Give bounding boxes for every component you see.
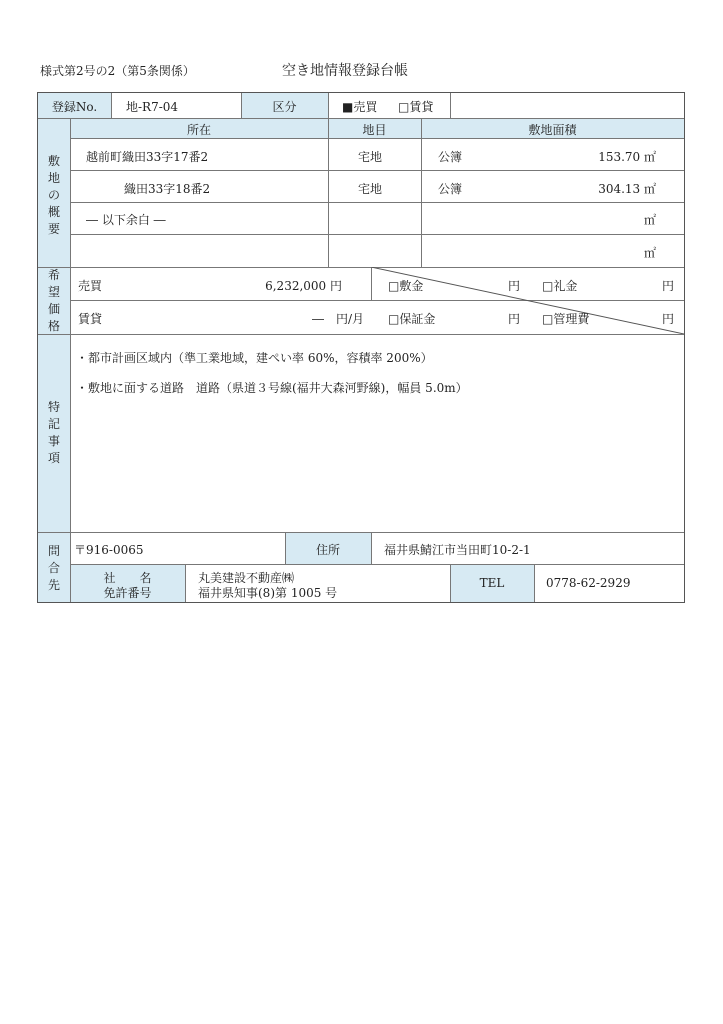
address-value: 福井県鯖江市当田町10-2-1	[384, 543, 531, 557]
remarks-section-label: 特 記 事 項	[47, 400, 60, 465]
remark-item-2: ・敷地に面する道路 道路（県道３号線(福井大森河野線)，幅員 5.0m）	[76, 381, 468, 395]
license-label: 免許番号	[103, 586, 152, 600]
tel-value: 0778-62-2929	[546, 576, 631, 590]
reg-no-label: 登録No.	[51, 100, 98, 114]
kanrihi-unit: 円	[662, 312, 675, 326]
col-location: 所在	[186, 123, 211, 137]
location-row-3: ― 以下余白 ―	[86, 213, 166, 227]
location-row-2: 織田33字18番2	[124, 182, 211, 196]
basis-row-1: 公簿	[438, 150, 463, 164]
lease-price-value: ― 円/月	[311, 312, 364, 326]
area-row-2: 304.13 ㎡	[598, 182, 656, 196]
shikikin-label: □敷金	[388, 279, 424, 293]
hoshokin-label: □保証金	[388, 312, 436, 326]
sale-price-value: 6,232,000 円	[265, 279, 342, 293]
kanrihi-label: □管理費	[542, 312, 590, 326]
company-name: 丸美建設不動産㈱	[198, 571, 295, 585]
hoshokin-unit: 円	[508, 312, 521, 326]
area-row-3: ㎡	[643, 213, 656, 227]
col-category: 地目	[362, 123, 387, 137]
license-number: 福井県知事(8)第 1005 号	[198, 586, 338, 600]
col-area: 敷地面積	[528, 123, 577, 137]
contact-section-label: 問 合 先	[47, 544, 60, 592]
lease-price-label: 賃貸	[78, 312, 103, 326]
reikin-label: □礼金	[542, 279, 578, 293]
sale-price-label: 売買	[78, 279, 103, 293]
page-title: 空き地情報登録台帳	[282, 63, 408, 79]
reikin-unit: 円	[662, 279, 675, 293]
basis-row-2: 公簿	[438, 182, 463, 196]
form-number: 様式第2号の2（第5条関係）	[40, 64, 195, 78]
land-section-label: 敷 地 の 概 要	[47, 154, 60, 236]
registry-table	[37, 92, 685, 603]
shikikin-unit: 円	[508, 279, 521, 293]
kubun-label: 区分	[272, 100, 297, 114]
address-label: 住所	[315, 543, 340, 557]
lease-option: □賃貸	[398, 100, 434, 114]
sale-option: ■売買	[342, 100, 378, 114]
company-name-label: 社 名	[103, 571, 152, 585]
location-row-1: 越前町織田33字17番2	[86, 150, 209, 164]
tel-label: TEL	[479, 576, 505, 590]
postal-code: 〒916-0065	[74, 543, 144, 557]
category-row-1: 宅地	[358, 150, 383, 164]
area-row-1: 153.70 ㎡	[598, 150, 656, 164]
area-row-4: ㎡	[643, 246, 656, 260]
remark-item-1: ・都市計画区域内（準工業地域，建ぺい率 60%，容積率 200%）	[76, 351, 433, 365]
reg-no-value: 地-R7-04	[126, 100, 179, 114]
price-section-label: 希 望 価 格	[47, 268, 60, 333]
category-row-2: 宅地	[358, 182, 383, 196]
